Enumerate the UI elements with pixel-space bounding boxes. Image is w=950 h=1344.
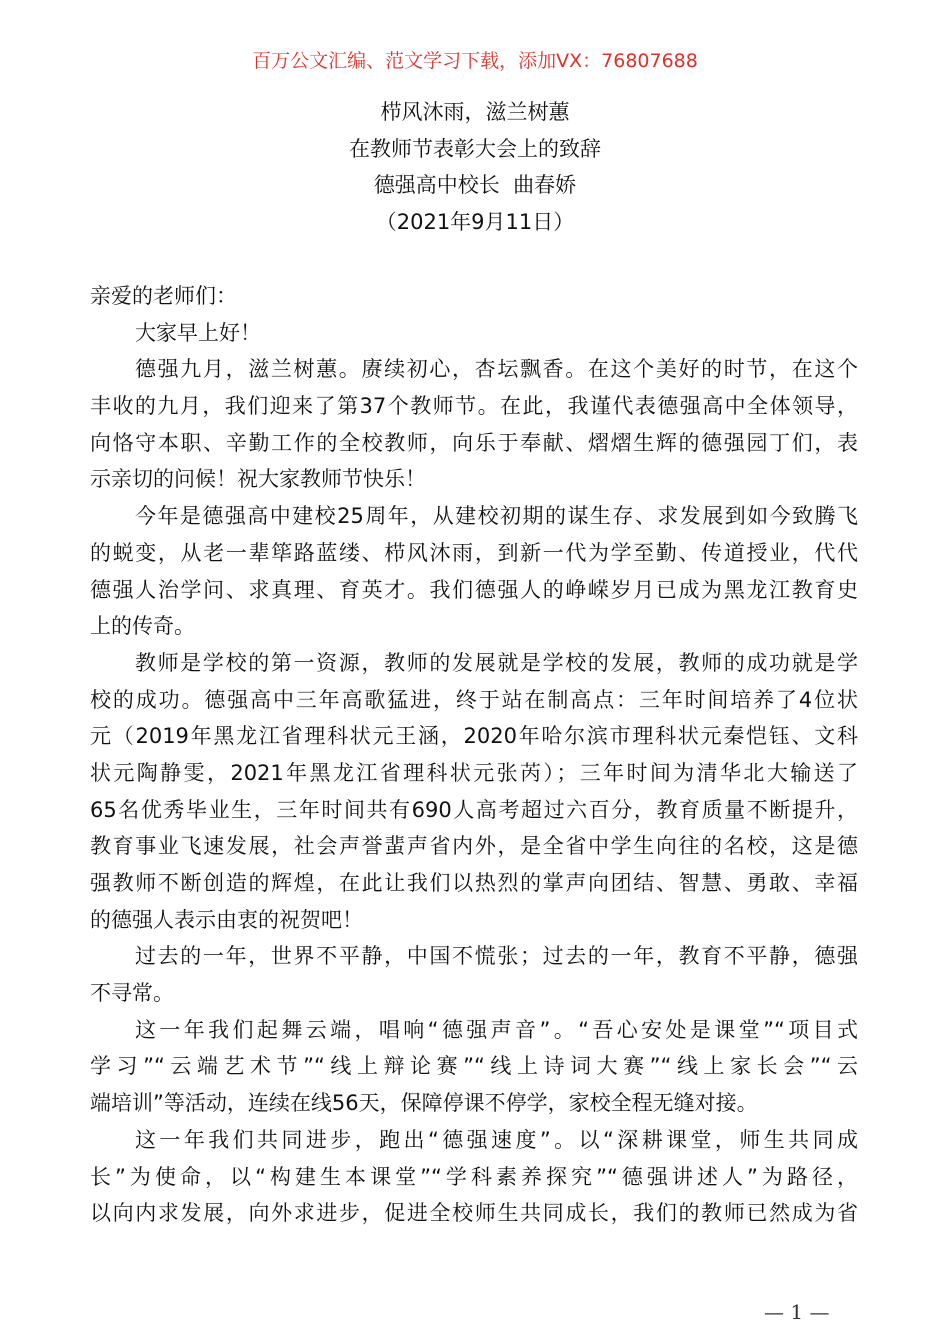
document-body [90,278,858,1232]
paragraph-line: 教育事业飞速发展，社会声誉蜚声省内外，是全省中学生向往的名校，这是德 [90,834,858,859]
paragraph-line: 学习”“云端艺术节”“线上辩论赛”“线上诗词大赛”“线上家长会”“云 [90,1054,858,1079]
subtitle: 在教师节表彰大会上的致辞 [349,136,601,161]
paragraph-line: 校的成功。德强高中三年高歌猛进，终于站在制高点：三年时间培养了4位状 [90,687,858,712]
paragraph-line: 这一年我们共同进步，跑出“德强速度”。以“深耕课堂，师生共同成 [135,1127,858,1152]
date: （2021年9月11日） [375,210,575,235]
main-title: 栉风沐雨，滋兰树蕙 [380,100,570,124]
header-banner: 百万公文汇编、范文学习下载，添加VX：76807688 [252,50,698,72]
paragraph-line: 的蜕变，从老一辈筚路蓝缕、栉风沐雨，到新一代为学至勤、传道授业，代代 [90,540,858,565]
paragraph-line: 德强人治学问、求真理、育英才。我们德强人的峥嵘岁月已成为黑龙江教育史 [90,577,858,602]
paragraph-line: 向恪守本职、辛勤工作的全校教师，向乐于奉献、熠熠生辉的德强园丁们，表 [90,430,858,455]
paragraph-line: 上的传奇。 [90,614,195,639]
paragraph-line: 以向内求发展，向外求进步，促进全校师生共同成长，我们的教师已然成为省 [90,1201,858,1226]
paragraph-line: 大家早上好！ [135,320,261,345]
paragraph-line: 强教师不断创造的辉煌，在此让我们以热烈的掌声向团结、智慧、勇敢、幸福 [90,871,858,895]
paragraph-line: 长”为使命，以“构建生本课堂”“学科素养探究”“德强讲述人”为路径， [90,1164,858,1189]
paragraph-line: 65名优秀毕业生，三年时间共有690人高考超过六百分，教育质量不断提升， [90,797,858,822]
page-number-text: — 1 — [764,1300,830,1324]
author: 德强高中校长 曲春娇 [373,173,577,198]
paragraph-line: 元（2019年黑龙江省理科状元王涵，2020年哈尔滨市理科状元秦恺钰、文科 [90,724,858,749]
paragraph-line: 今年是德强高中建校25周年，从建校初期的谋生存、求发展到如今致腾飞 [135,504,858,529]
salutation: 亲爱的老师们： [90,284,237,308]
paragraph-line: 不寻常。 [90,981,174,1006]
paragraph-line: 状元陶静雯，2021年黑龙江省理科状元张芮）；三年时间为清华北大输送了 [90,760,858,785]
paragraph-line: 的德强人表示由衷的祝贺吧！ [90,907,363,932]
paragraph-line: 端培训”等活动，连续在线56天，保障停课不停学，家校全程无缝对接。 [90,1091,758,1116]
paragraph-line: 丰收的九月，我们迎来了第37个教师节。在此，我谨代表德强高中全体领导， [90,394,858,419]
title-block [0,94,950,241]
paragraph-line: 教师是学校的第一资源，教师的发展就是学校的发展，教师的成功就是学 [135,650,858,675]
paragraph-line: 这一年我们起舞云端，唱响“德强声音”。“吾心安处是课堂”“项目式 [135,1017,858,1042]
paragraph-line: 过去的一年，世界不平静，中国不慌张；过去的一年，教育不平静，德强 [135,944,858,969]
paragraph-line: 德强九月，滋兰树蕙。赓续初心，杏坛飘香。在这个美好的时节，在这个 [135,357,858,382]
paragraph-line: 示亲切的问候！祝大家教师节快乐！ [90,467,426,492]
